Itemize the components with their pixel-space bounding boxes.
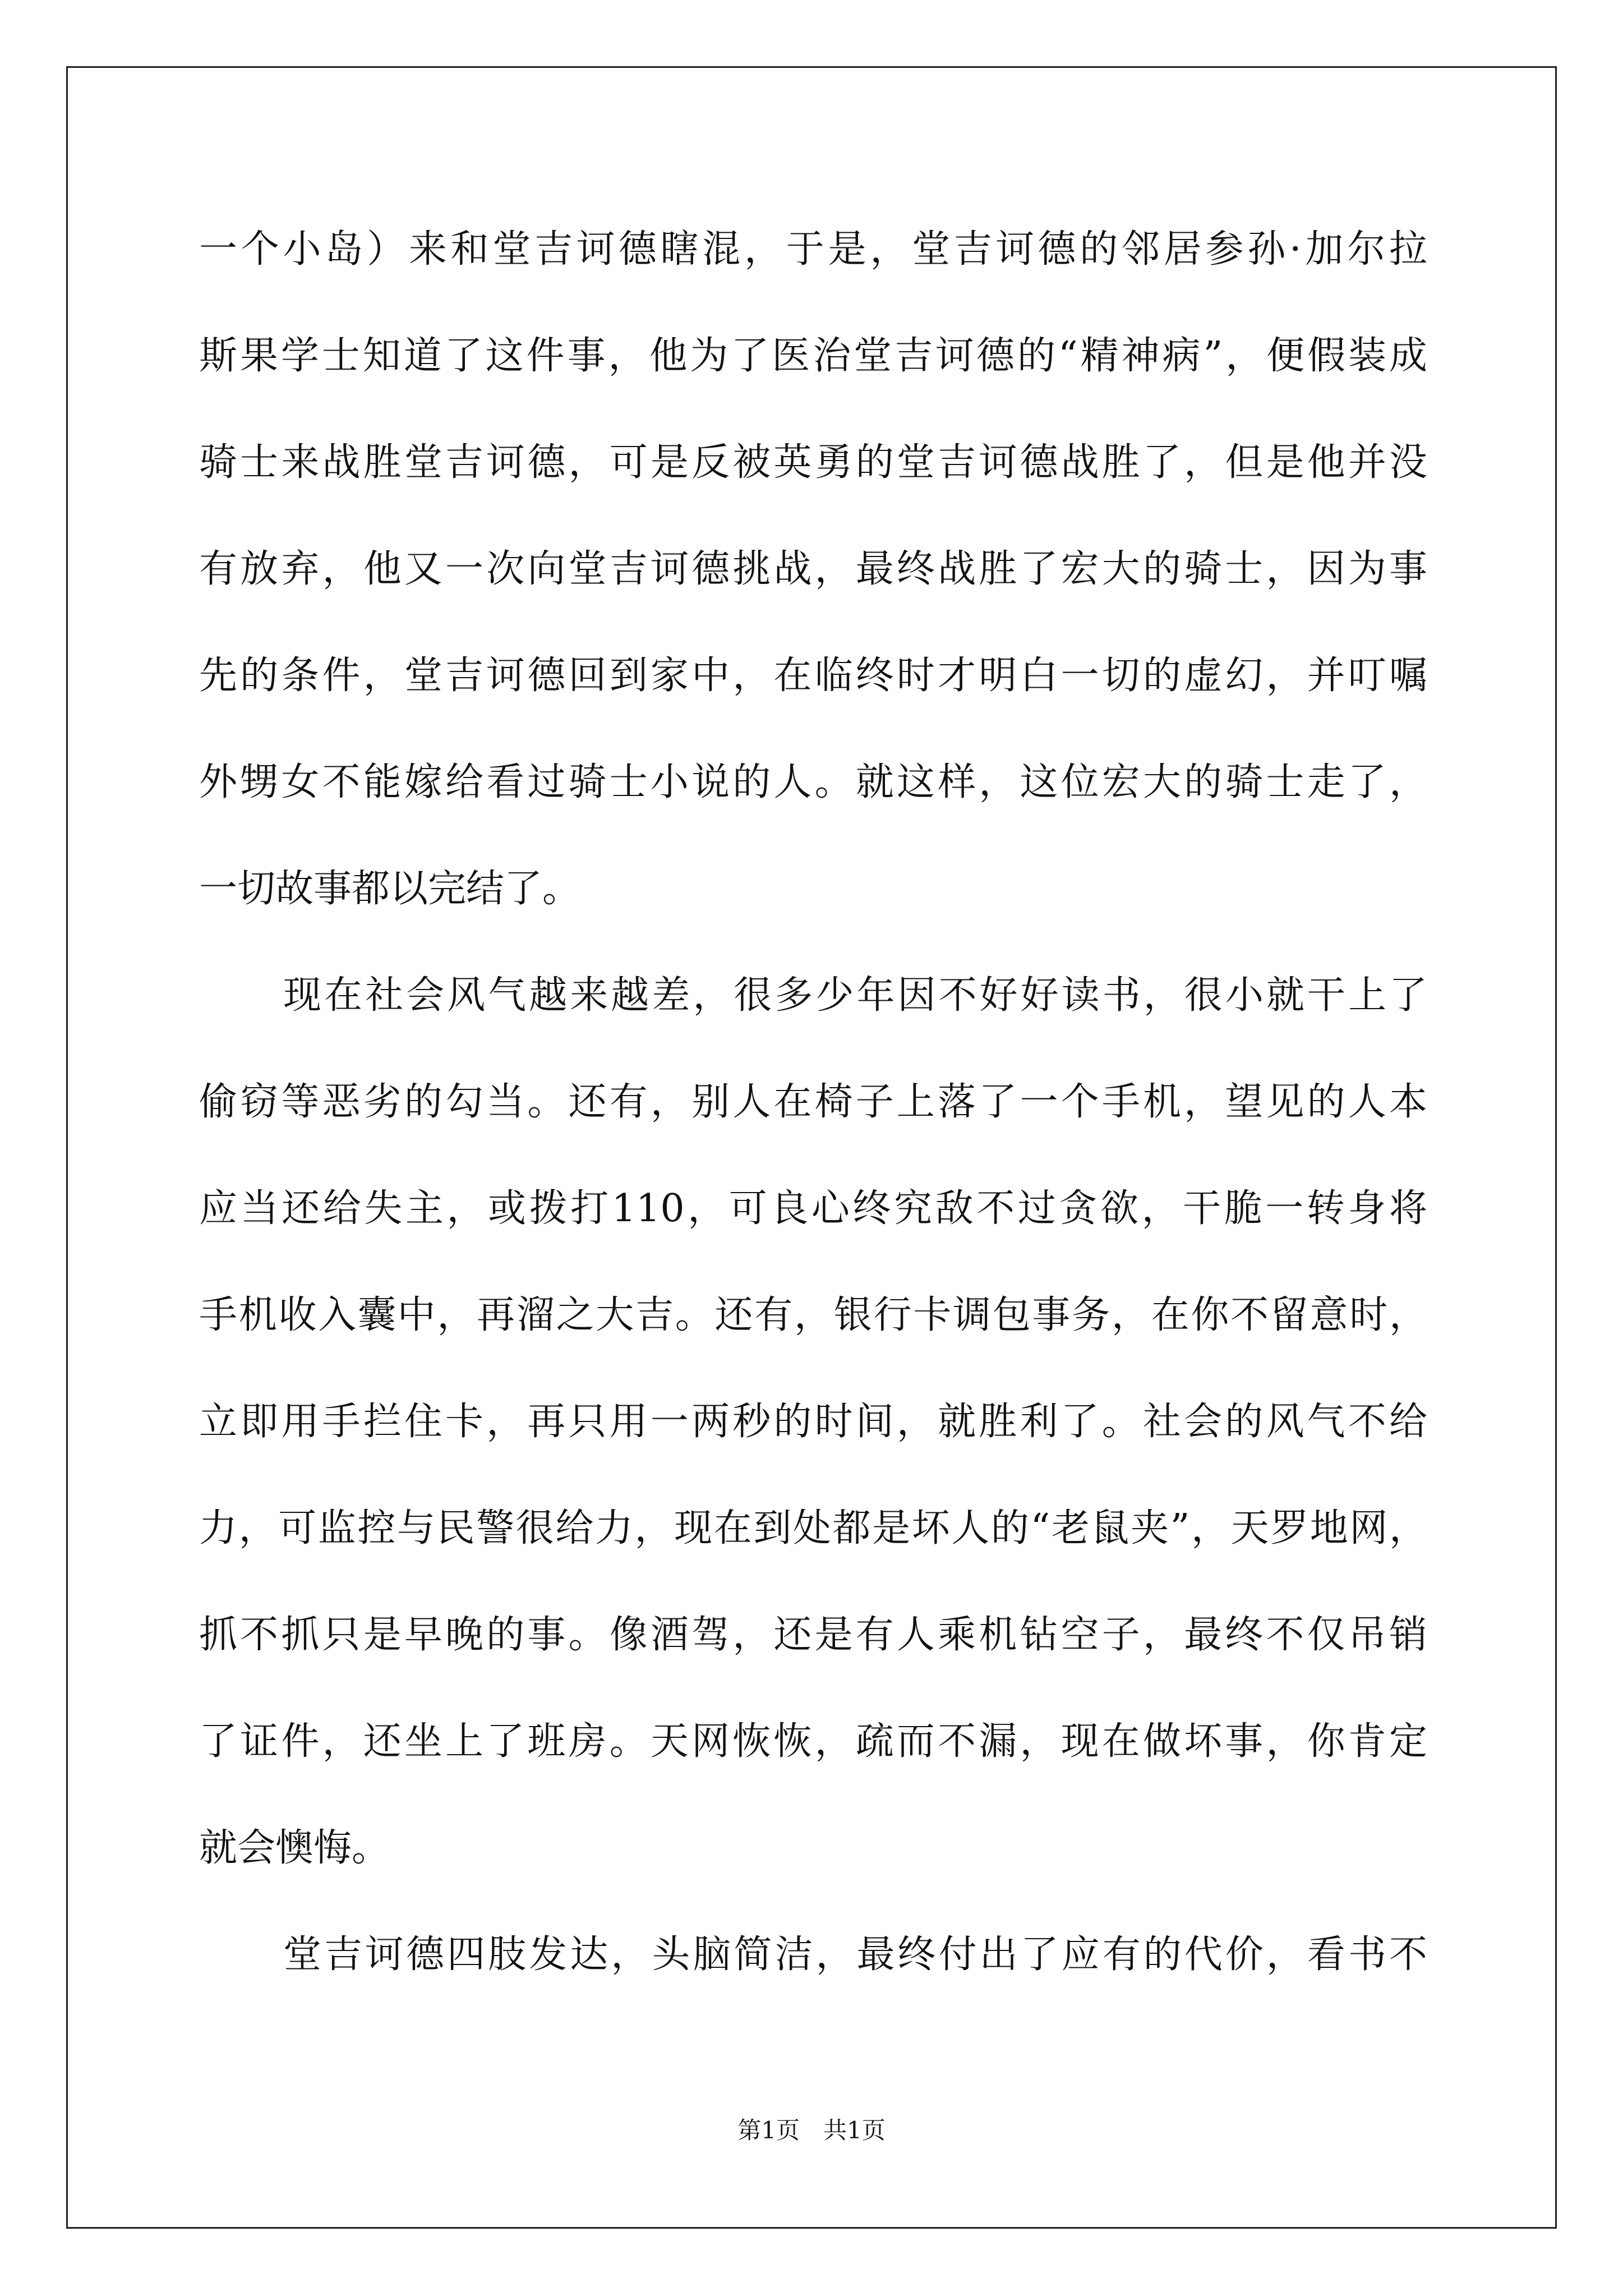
- text-line: 斯果学士知道了这件事，他为了医治堂吉诃德的“精神病”，便假装成: [199, 334, 1427, 378]
- text-line: 有放弃，他又一次向堂吉诃德挑战，最终战胜了宏大的骑士，因为事: [199, 547, 1427, 591]
- text-line: 一个小岛）来和堂吉诃德瞎混，于是，堂吉诃德的邻居参孙·加尔拉: [199, 227, 1427, 272]
- paragraph: [199, 1918, 1427, 2025]
- text-line: 现在社会风气越来越差，很多少年因不好好读书，很小就干上了: [283, 973, 1427, 1018]
- text-line: 立即用手拦住卡，再只用一两秒的时间，就胜利了。社会的风气不给: [199, 1400, 1427, 1444]
- text-line: 外甥女不能嫁给看过骑士小说的人。就这样，这位宏大的骑士走了，: [199, 760, 1427, 804]
- text-line: 偷窃等恶劣的勾当。还有，别人在椅子上落了一个手机，望见的人本: [199, 1080, 1427, 1124]
- text-line: 应当还给失主，或拨打110，可良心终究敌不过贪欲，干脆一转身将: [199, 1186, 1427, 1231]
- document-body: [199, 213, 1427, 2025]
- text-line: 了证件，还坐上了班房。天网恢恢，疏而不漏，现在做坏事，你肯定: [199, 1719, 1427, 1764]
- text-line: 先的条件，堂吉诃德回到家中，在临终时才明白一切的虚幻，并叮嘱: [199, 654, 1427, 698]
- paragraph: [199, 213, 1427, 959]
- text-line: 堂吉诃德四肢发达，头脑简洁，最终付出了应有的代价，看书不: [283, 1932, 1427, 1977]
- text-line: 手机收入囊中，再溜之大吉。还有，银行卡调包事务，在你不留意时，: [199, 1293, 1427, 1337]
- paragraph: [199, 959, 1427, 1918]
- text-line: 力，可监控与民警很给力，现在到处都是坏人的“老鼠夹”，天罗地网，: [199, 1506, 1427, 1550]
- page-footer: 第1页 共1页: [737, 2116, 886, 2144]
- text-line: 就会懊悔。: [199, 1826, 390, 1870]
- text-line: 抓不抓只是早晚的事。像酒驾，还是有人乘机钻空子，最终不仅吊销: [199, 1613, 1427, 1657]
- text-line: 一切故事都以完结了。: [199, 867, 581, 911]
- text-line: 骑士来战胜堂吉诃德，可是反被英勇的堂吉诃德战胜了，但是他并没: [199, 440, 1427, 485]
